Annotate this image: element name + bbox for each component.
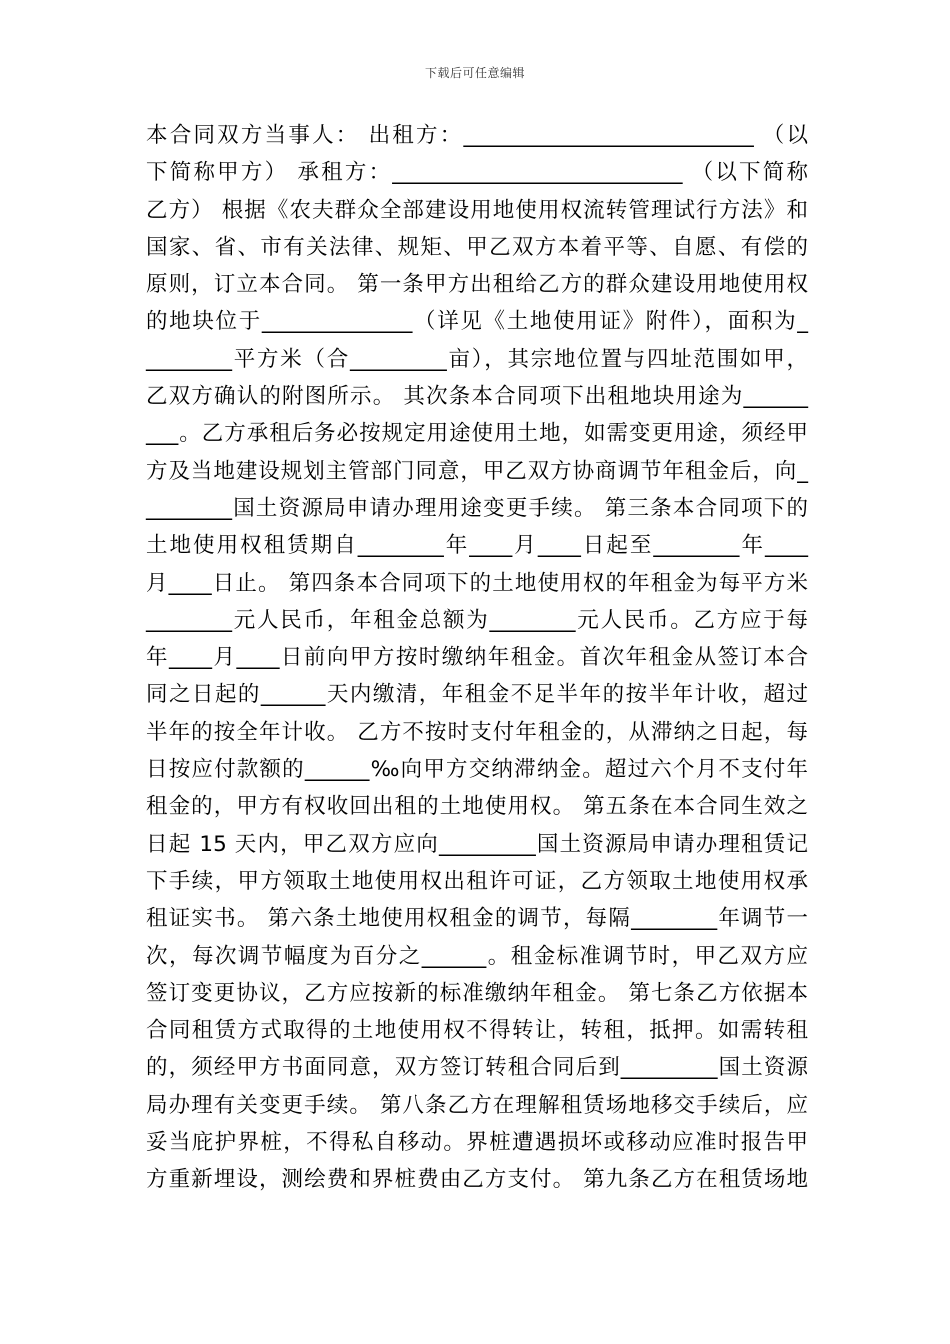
body-line: 原则，订立本合同。 第一条甲方出租给乙方的群众建设用地使用权: [146, 272, 808, 298]
body-line: 合同租赁方式取得的土地使用权不得转让，转租，抵押。如需转租: [146, 1018, 808, 1044]
body-line: 日起 15 天内，甲乙双方应向_________国土资源局申请办理租赁记: [146, 831, 808, 857]
body-line: 年____月____日前向甲方按时缴纳年租金。首次年租金从签订本合: [146, 645, 808, 671]
body-line: 的，须经甲方书面同意，双方签订转租合同后到_________国土资源: [146, 1055, 808, 1081]
body-line: 方及当地建设规划主管部门同意，甲乙双方协商调节年租金后，向_: [146, 458, 808, 484]
body-line: 日按应付款额的______‰向甲方交纳滞纳金。超过六个月不支付年: [146, 757, 808, 783]
body-line: 签订变更协议，乙方应按新的标准缴纳年租金。 第七条乙方依据本: [146, 980, 808, 1006]
body-line: 方重新埋设，测绘费和界桩费由乙方支付。 第九条乙方在租赁场地: [146, 1167, 808, 1193]
body-line: 下手续，甲方领取土地使用权出租许可证，乙方领取土地使用权承: [146, 868, 808, 894]
body-line: 妥当庇护界桩，不得私自移动。界桩遭遇损坏或移动应准时报告甲: [146, 1130, 808, 1156]
body-line: 次，每次调节幅度为百分之______。租金标准调节时，甲乙双方应: [146, 943, 808, 969]
body-line: 租金的，甲方有权收回出租的土地使用权。 第五条在本合同生效之: [146, 794, 808, 820]
body-line: ________国土资源局申请办理用途变更手续。 第三条本合同项下的: [146, 495, 808, 521]
body-line: 半年的按全年计收。 乙方不按时支付年租金的，从滞纳之日起，每: [146, 719, 808, 745]
body-line: 月____日止。 第四条本合同项下的土地使用权的年租金为每平方米: [146, 570, 808, 596]
page-header-note: 下载后可任意编辑: [424, 66, 525, 80]
body-line: 下简称甲方） 承租方：___________________________ （以下简称: [146, 160, 808, 186]
body-line: 同之日起的______天内缴清，年租金不足半年的按半年计收，超过: [146, 682, 808, 708]
body-line: 本合同双方当事人： 出租方：___________________________ （以: [146, 123, 808, 148]
body-line: 租证实书。 第六条土地使用权租金的调节，每隔________年调节一: [146, 906, 808, 932]
body-line: ___。乙方承租后务必按规定用途使用土地，如需变更用途，须经甲: [146, 421, 808, 447]
body-line: 局办理有关变更手续。 第八条乙方在理解租赁场地移交手续后，应: [146, 1092, 808, 1118]
contract-body: [146, 117, 808, 1199]
body-line: 的地块位于______________（详见《土地使用证》附件），面积为_: [146, 309, 808, 335]
body-line: 土地使用权租赁期自________年____月____日起至________年____: [146, 533, 808, 559]
body-line: 乙方） 根据《农夫群众全部建设用地使用权流转管理试行方法》和: [146, 197, 808, 223]
body-line: 国家、省、市有关法律、规矩、甲乙双方本着平等、自愿、有偿的: [146, 234, 808, 260]
body-line: ________元人民币，年租金总额为________元人民币。乙方应于每: [146, 607, 808, 633]
body-line: 乙双方确认的附图所示。 其次条本合同项下出租地块用途为______: [146, 384, 808, 410]
body-line: ________平方米（合_________亩），其宗地位置与四址范围如甲，: [146, 346, 808, 372]
